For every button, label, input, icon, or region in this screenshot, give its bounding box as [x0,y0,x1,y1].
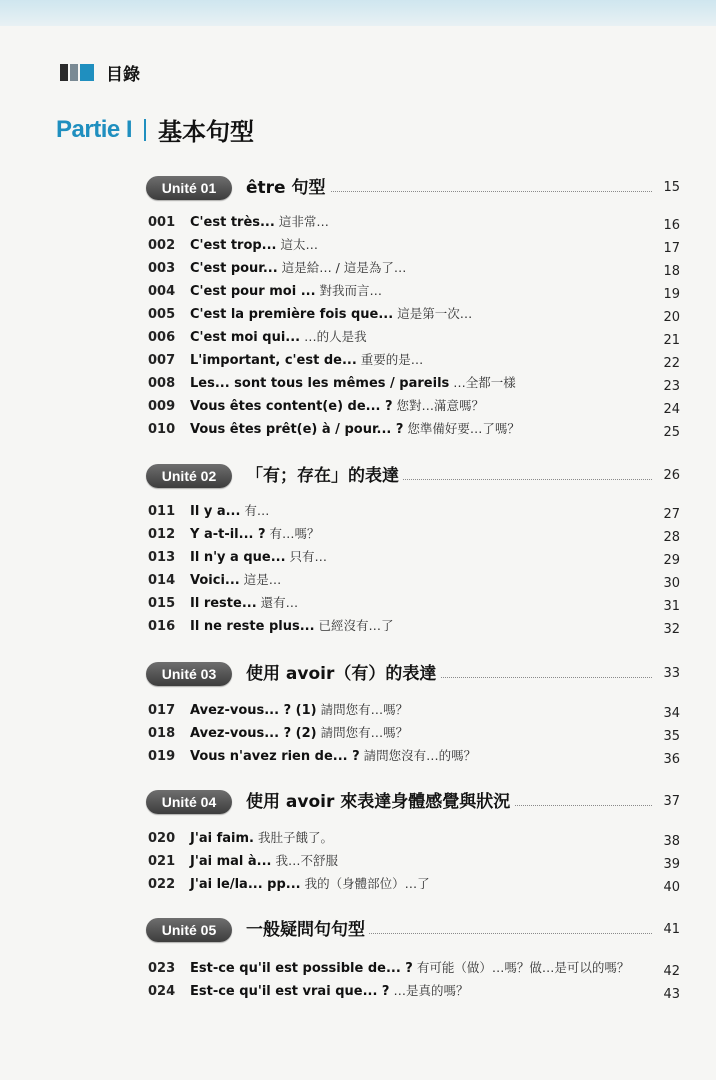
entry-number: 005 [148,307,176,322]
entry-french: Vous êtes prêt(e) à / pour... ? [190,422,404,437]
entry-page-number: 20 [663,310,680,325]
entry-french: J'ai le/la... pp... [190,877,301,892]
toc-entry[interactable] [148,210,680,233]
entry-number: 003 [148,261,176,276]
entry-page-number: 30 [663,576,680,591]
toc-entry[interactable] [148,979,680,1002]
entry-page-number: 17 [663,241,680,256]
unit-entries-03 [148,698,680,767]
entry-chinese: 我的（身體部位）…了 [304,876,430,891]
unit-entries-05 [148,956,680,1002]
entry-number: 010 [148,422,176,437]
entry-french: Il n'y a que... [190,550,286,565]
unit-badge: Unité 01 [146,176,232,200]
entry-number: 001 [148,215,176,230]
entry-chinese: 有…嗎？ [269,526,320,541]
entry-number: 015 [148,596,176,611]
entry-french: Il ne reste plus... [190,619,315,634]
toc-entry[interactable] [148,568,680,591]
unit-badge: Unité 05 [146,918,232,942]
entry-page-number: 36 [663,752,680,767]
entry-french: Il y a... [190,504,241,519]
toc-entry[interactable] [148,614,680,637]
entry-number: 023 [148,961,176,976]
unit-heading-02[interactable] [146,464,680,490]
entry-chinese: …的人是我 [304,329,367,344]
unit-entries-04 [148,826,680,895]
entry-french: C'est pour... [190,261,278,276]
unit-badge: Unité 03 [146,662,232,686]
entry-number: 002 [148,238,176,253]
unit-heading-01[interactable] [146,176,680,202]
entry-number: 017 [148,703,176,718]
entry-number: 016 [148,619,176,634]
unit-page-number: 33 [663,666,680,681]
entry-number: 012 [148,527,176,542]
toc-entry[interactable] [148,849,680,872]
entry-chinese: 這是第一次… [397,306,473,321]
unit-title: 一般疑問句句型 [246,918,369,942]
toc-entry[interactable] [148,721,680,744]
entry-page-number: 39 [663,857,680,872]
toc-entry[interactable] [148,233,680,256]
entry-french: C'est très... [190,215,275,230]
entry-number: 014 [148,573,176,588]
entry-page-number: 22 [663,356,680,371]
unit-heading-05[interactable] [146,918,680,944]
entry-french: Les... sont tous les mêmes / pareils [190,376,450,391]
toc-entry[interactable] [148,698,680,721]
unit-heading-03[interactable] [146,662,680,688]
entry-page-number: 19 [663,287,680,302]
entry-number: 006 [148,330,176,345]
entry-number: 008 [148,376,176,391]
entry-number: 021 [148,854,176,869]
entry-page-number: 16 [663,218,680,233]
entry-number: 018 [148,726,176,741]
entry-page-number: 28 [663,530,680,545]
entry-page-number: 23 [663,379,680,394]
entry-chinese: 您準備好要…了嗎？ [407,421,520,436]
header-marker-icon [60,64,96,81]
entry-chinese: 有… [244,503,270,518]
unit-badge: Unité 04 [146,790,232,814]
entry-french: Voici... [190,573,240,588]
entry-number: 009 [148,399,176,414]
toc-header [60,60,140,84]
toc-entry[interactable] [148,545,680,568]
entry-page-number: 34 [663,706,680,721]
toc-entry[interactable] [148,591,680,614]
part-heading [56,112,254,147]
entry-chinese: 這是… [243,572,282,587]
entry-number: 019 [148,749,176,764]
entry-page-number: 21 [663,333,680,348]
part-title: 基本句型 [158,118,255,146]
toc-entry[interactable] [148,956,680,979]
entry-french: C'est moi qui... [190,330,301,345]
toc-entry[interactable] [148,348,680,371]
entry-number: 022 [148,877,176,892]
entry-chinese: 這是給… / 這是為了… [281,260,407,275]
unit-badge: Unité 02 [146,464,232,488]
entry-french: Avez-vous... ? (2) [190,726,317,741]
entry-chinese: 這非常… [278,214,329,229]
entry-page-number: 40 [663,880,680,895]
part-label: Partie I [56,115,133,143]
toc-title: 目錄 [106,64,140,85]
entry-french: C'est la première fois que... [190,307,394,322]
toc-entry[interactable] [148,371,680,394]
entry-page-number: 38 [663,834,680,849]
entry-page-number: 27 [663,507,680,522]
unit-page-number: 37 [663,794,680,809]
toc-entry[interactable] [148,522,680,545]
entry-french: L'important, c'est de... [190,353,357,368]
entry-french: Est-ce qu'il est possible de... ? [190,961,413,976]
unit-page-number: 41 [663,922,680,937]
entry-french: J'ai mal à... [190,854,272,869]
unit-page-number: 15 [663,180,680,195]
entry-french: Vous n'avez rien de... ? [190,749,360,764]
entry-french: C'est pour moi ... [190,284,316,299]
entry-number: 024 [148,984,176,999]
entry-chinese: 重要的是… [360,352,424,367]
entry-chinese: 我肚子餓了。 [257,830,333,845]
entry-chinese: 請問您沒有…的嗎？ [363,748,477,763]
entry-page-number: 24 [663,402,680,417]
entry-french: Vous êtes content(e) de... ? [190,399,393,414]
entry-number: 011 [148,504,176,519]
entry-number: 007 [148,353,176,368]
toc-entry[interactable] [148,499,680,522]
entry-chinese: 這太… [280,237,319,252]
toc-entry[interactable] [148,826,680,849]
entry-chinese: 已經沒有…了 [318,618,394,633]
toc-entry[interactable] [148,872,680,895]
unit-entries-01 [148,210,680,440]
entry-page-number: 31 [663,599,680,614]
entry-french: Il reste... [190,596,257,611]
toc-entry[interactable] [148,302,680,325]
part-divider [144,119,146,141]
page-top-band [0,0,716,26]
entry-french: Est-ce qu'il est vrai que... ? [190,984,390,999]
entry-page-number: 18 [663,264,680,279]
toc-entry[interactable] [148,279,680,302]
entry-chinese: 對我而言… [319,283,383,298]
unit-entries-02 [148,499,680,637]
entry-chinese: 還有… [260,595,299,610]
unit-title: 使用 avoir（有）的表達 [246,662,440,686]
entry-page-number: 25 [663,425,680,440]
unit-title: être 句型 [246,176,330,200]
entry-chinese: 有可能（做）…嗎？做…是可以的嗎？ [416,960,630,975]
toc-entry[interactable] [148,256,680,279]
entry-number: 013 [148,550,176,565]
entry-page-number: 42 [663,964,680,979]
entry-chinese: 請問您有…嗎？ [320,725,409,740]
unit-page-number: 26 [663,468,680,483]
entry-number: 004 [148,284,176,299]
entry-number: 020 [148,831,176,846]
entry-french: Y a-t-il... ? [190,527,266,542]
toc-entry[interactable] [148,417,680,440]
entry-french: Avez-vous... ? (1) [190,703,317,718]
entry-page-number: 29 [663,553,680,568]
unit-heading-04[interactable] [146,790,680,816]
entry-chinese: 請問您有…嗎？ [320,702,409,717]
unit-title: 「有；存在」的表達 [246,464,403,488]
entry-page-number: 32 [663,622,680,637]
entry-chinese: …全都一樣 [453,375,516,390]
entry-chinese: 我…不舒服 [275,853,338,868]
toc-entry[interactable] [148,325,680,348]
entry-french: C'est trop... [190,238,277,253]
entry-page-number: 43 [663,987,680,1002]
entry-chinese: …是真的嗎？ [393,983,469,998]
toc-entry[interactable] [148,744,680,767]
toc-entry[interactable] [148,394,680,417]
entry-chinese: 只有… [289,549,328,564]
entry-french: J'ai faim. [190,831,254,846]
entry-page-number: 35 [663,729,680,744]
entry-chinese: 您對…滿意嗎？ [396,398,485,413]
unit-title: 使用 avoir 來表達身體感覺與狀況 [246,790,514,814]
